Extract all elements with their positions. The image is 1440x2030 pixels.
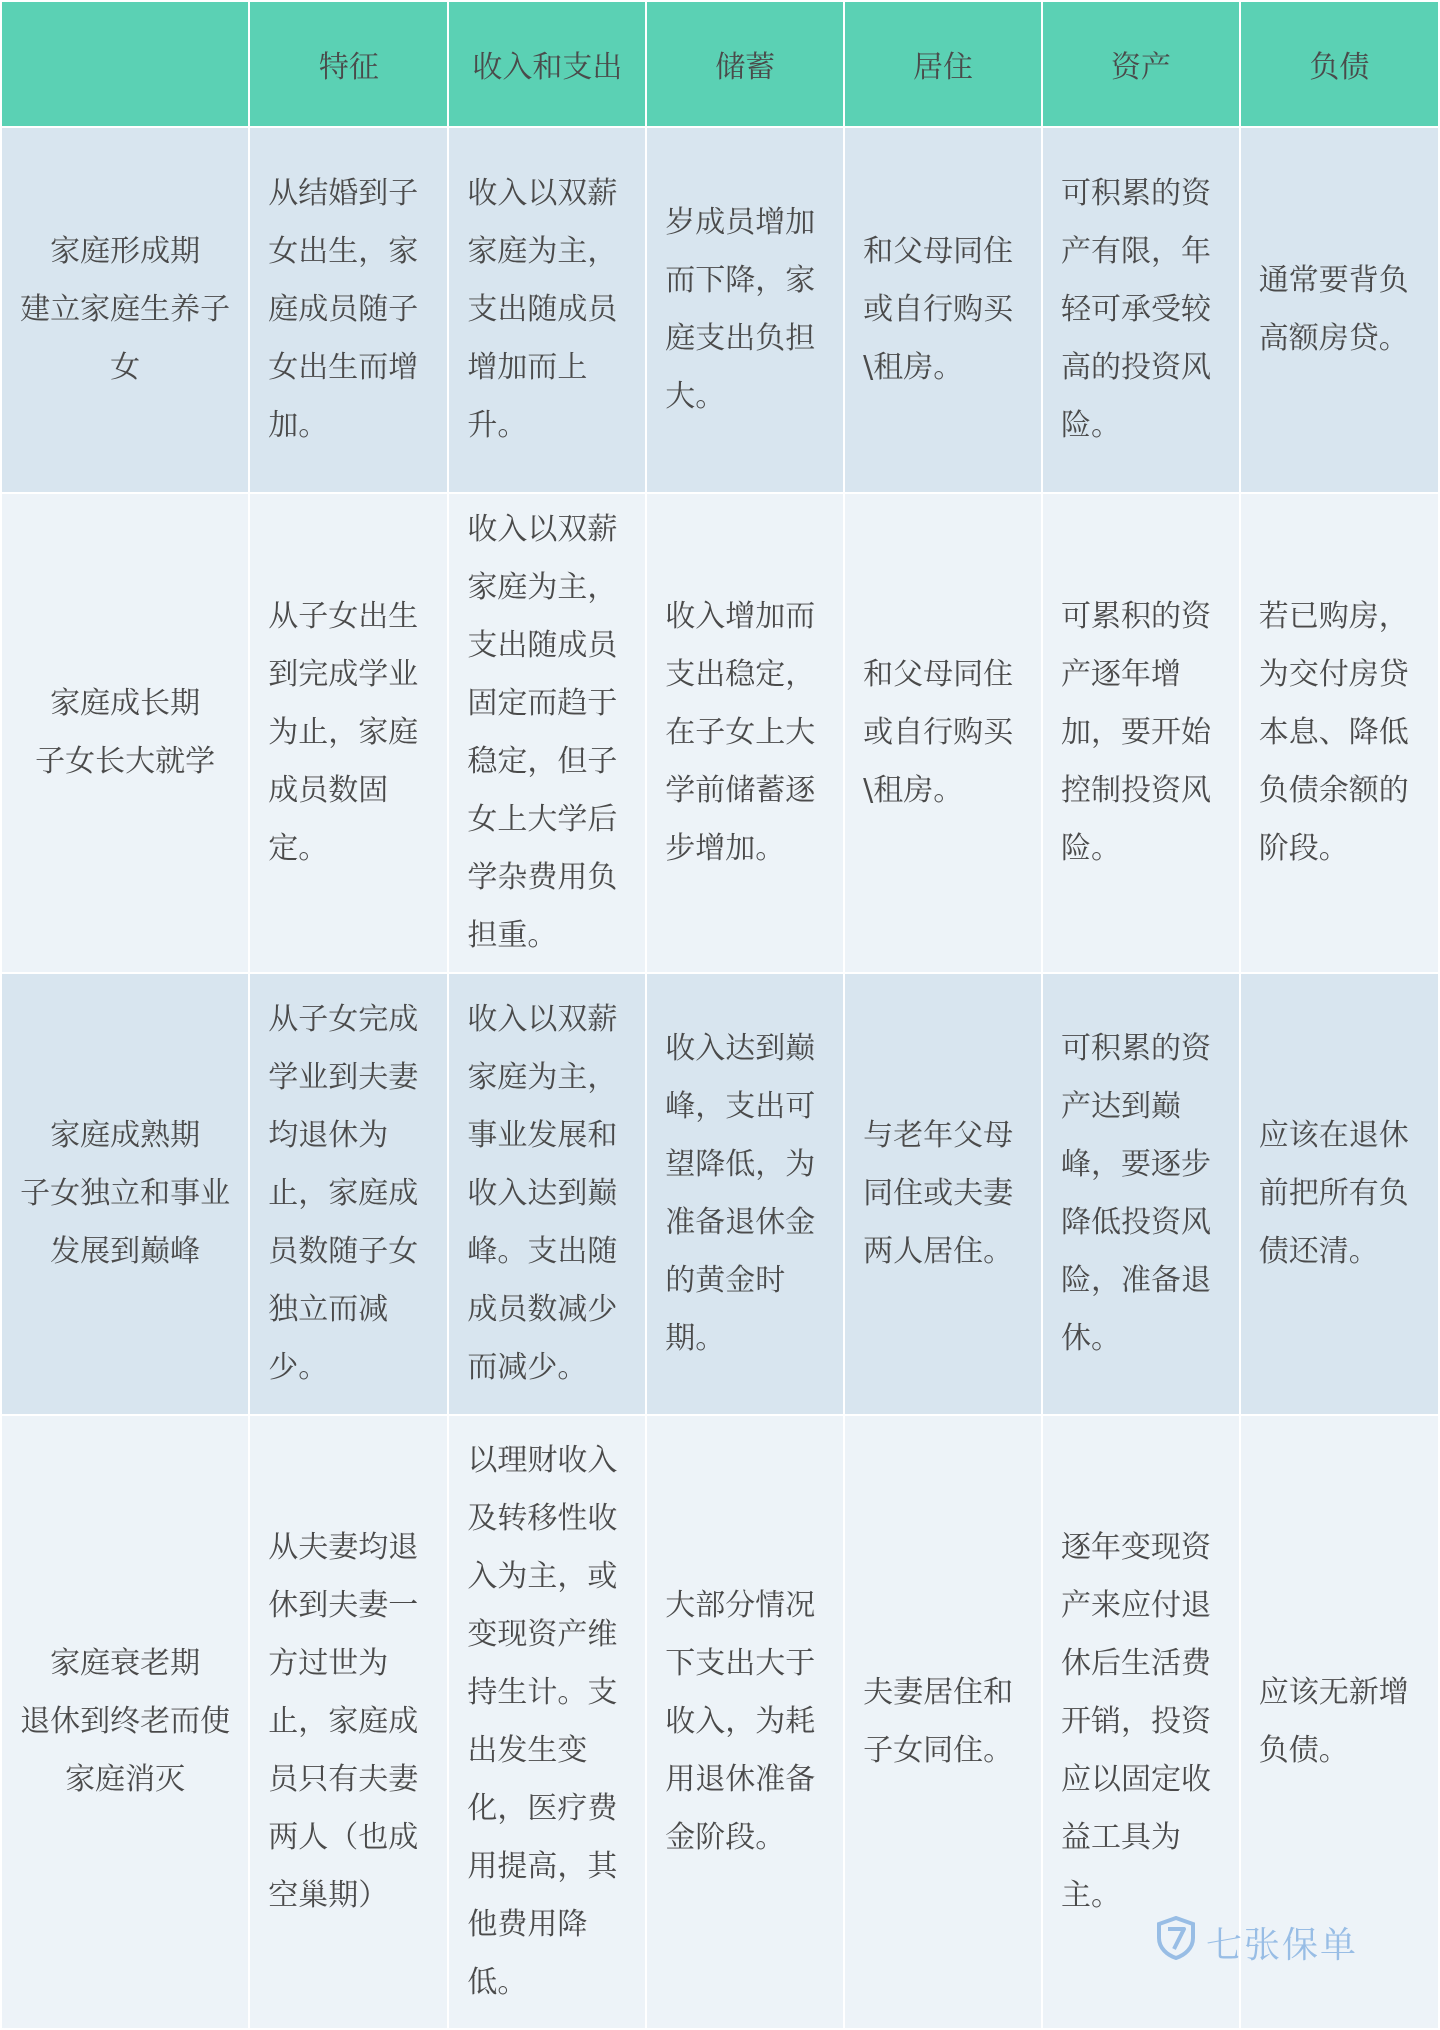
stage-cell [1,127,249,493]
header-cell-corner [1,1,249,127]
residence-cell: 和父母同住或自行购买\租房。 [844,493,1042,973]
stage-name: 家庭衰老期 [50,1646,201,1681]
stage-description: 子女独立和事业发展到巅峰 [20,1176,231,1269]
stage-name: 家庭成熟期 [50,1118,201,1153]
assets-cell: 可积累的资产达到巅峰，要逐步降低投资风险，准备退休。 [1042,973,1240,1415]
features-cell: 从夫妻均退休到夫妻一方过世为止，家庭成员只有夫妻两人（也成空巢期） [249,1415,448,2029]
savings-cell: 收入达到巅峰，支出可望降低，为准备退休金的黄金时期。 [646,973,844,1415]
watermark-text: 七张保单 [1206,1925,1359,1966]
header-cell-savings: 储蓄 [646,1,844,127]
assets-cell: 可积累的资产有限，年轻可承受较高的投资风险。 [1042,127,1240,493]
stage-name: 家庭形成期 [50,234,201,269]
income-expense-cell: 以理财收入及转移性收入为主，或变现资产维持生计。支出发生变化，医疗费用提高，其他费用降低。 [448,1415,646,2029]
residence-cell: 与老年父母同住或夫妻两人居住。 [844,973,1042,1415]
liabilities-cell: 应该在退休前把所有负债还清。 [1240,973,1439,1415]
income-expense-cell: 收入以双薪家庭为主，事业发展和收入达到巅峰。支出随成员数减少而减少。 [448,973,646,1415]
header-cell-liabilities: 负债 [1240,1,1439,127]
table-row [1,127,1439,493]
residence-cell: 夫妻居住和子女同住。 [844,1415,1042,2029]
savings-cell: 大部分情况下支出大于收入，为耗用退休准备金阶段。 [646,1415,844,2029]
header-cell-features: 特征 [249,1,448,127]
income-expense-cell: 收入以双薪家庭为主，支出随成员固定而趋于稳定，但子女上大学后学杂费用负担重。 [448,493,646,973]
header-row [1,1,1439,127]
savings-cell: 岁成员增加而下降，家庭支出负担大。 [646,127,844,493]
residence-cell: 和父母同住或自行购买\租房。 [844,127,1042,493]
liabilities-cell: 通常要背负高额房贷。 [1240,127,1439,493]
stage-name: 家庭成长期 [50,686,201,721]
stage-description: 退休到终老而使家庭消灭 [20,1704,231,1797]
watermark [1156,1916,1358,1969]
header-cell-residence: 居住 [844,1,1042,127]
income-expense-cell: 收入以双薪家庭为主，支出随成员增加而上升。 [448,127,646,493]
stage-cell [1,1415,249,2029]
stage-description: 建立家庭生养子女 [20,292,231,385]
header-cell-income-expense: 收入和支出 [448,1,646,127]
assets-cell: 逐年变现资产来应付退休后生活费开销，投资应以固定收益工具为主。 [1042,1415,1240,2029]
savings-cell: 收入增加而支出稳定，在子女上大学前储蓄逐步增加。 [646,493,844,973]
header-cell-assets: 资产 [1042,1,1240,127]
features-cell: 从结婚到子女出生，家庭成员随子女出生而增加。 [249,127,448,493]
features-cell: 从子女出生到完成学业为止，家庭成员数固定。 [249,493,448,973]
stage-cell [1,493,249,973]
stage-description: 子女长大就学 [35,744,216,779]
assets-cell: 可累积的资产逐年增加，要开始控制投资风险。 [1042,493,1240,973]
table-row [1,493,1439,973]
features-cell: 从子女完成学业到夫妻均退休为止，家庭成员数随子女独立而减少。 [249,973,448,1415]
liabilities-cell: 应该无新增负债。 [1240,1415,1439,2029]
shield-seven-icon [1156,1916,1206,1969]
liabilities-cell: 若已购房，为交付房贷本息、降低负债余额的阶段。 [1240,493,1439,973]
stage-cell [1,973,249,1415]
table-row [1,973,1439,1415]
